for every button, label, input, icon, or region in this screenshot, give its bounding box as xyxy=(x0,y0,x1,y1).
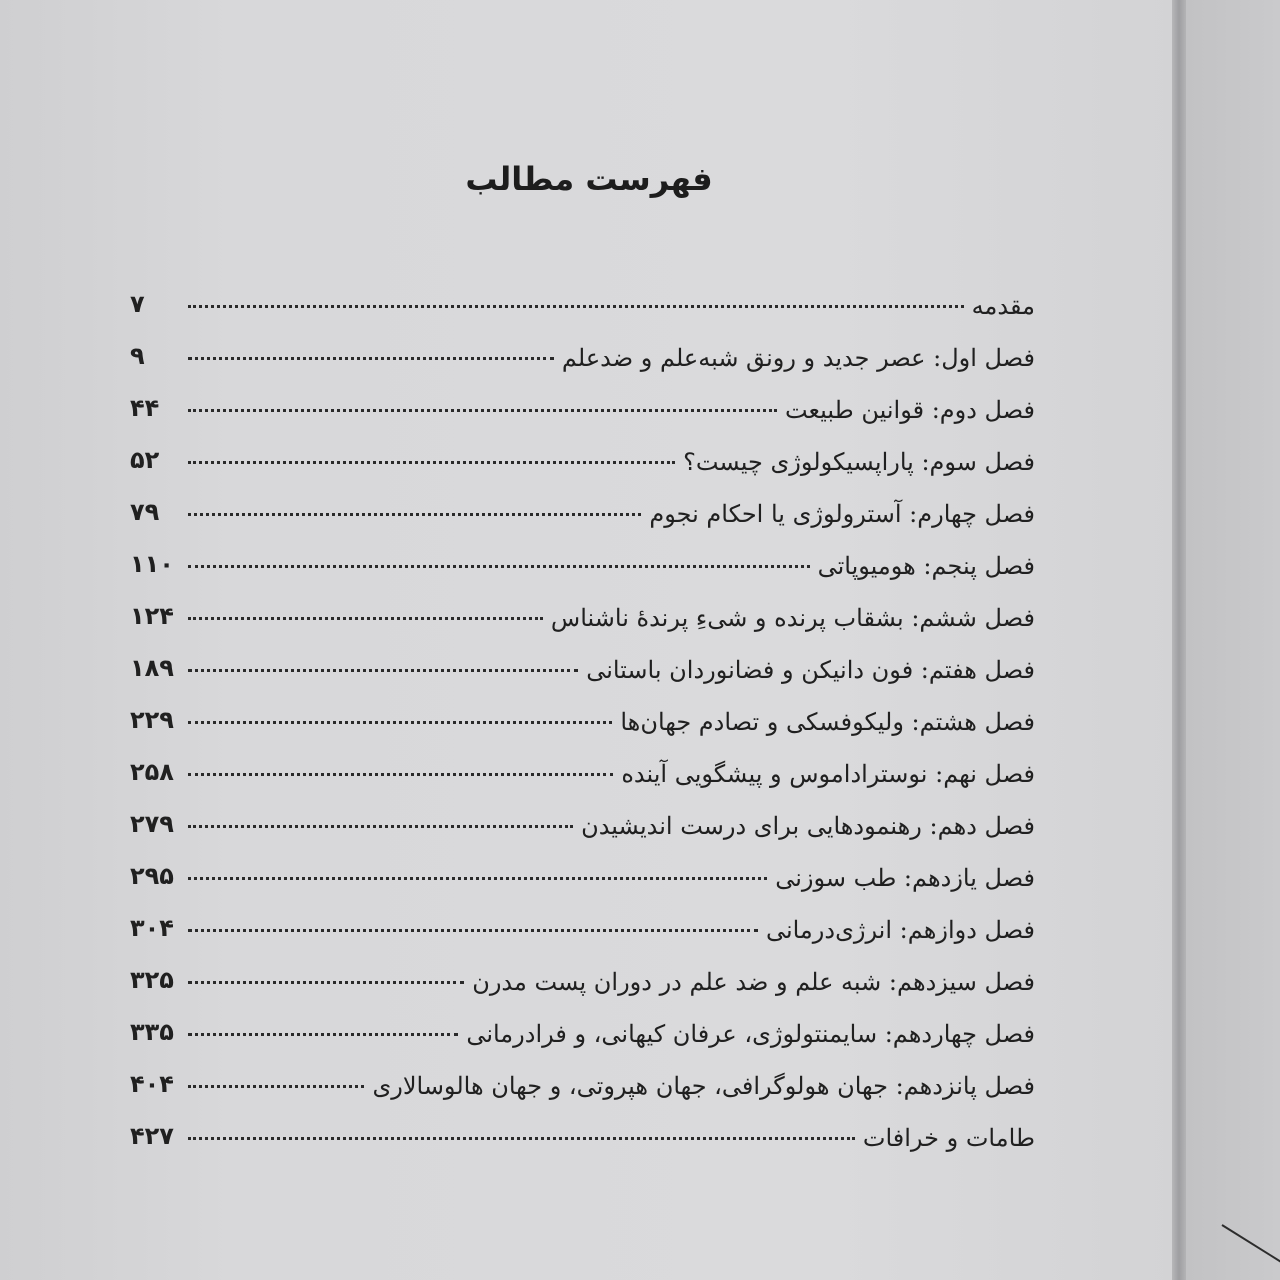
toc-page-number: ۲۷۹ xyxy=(130,810,174,838)
toc-label: فصل دوازهم: انرژی‌درمانی xyxy=(765,916,1035,944)
toc-label: فصل سیزدهم: شبه علم و ضد علم در دوران پست مدرن xyxy=(472,968,1035,996)
toc-label: فصل دهم: رهنمودهایی برای درست اندیشیدن xyxy=(581,812,1035,840)
toc-entry xyxy=(130,894,1035,946)
book-gutter xyxy=(1172,0,1186,1280)
dot-leader xyxy=(188,981,464,984)
toc-page-number: ۹ xyxy=(130,342,145,370)
toc-entry xyxy=(130,426,1035,478)
toc-label: فصل پانزدهم: جهان هولوگرافی، جهان هپروتی، و جهان هالوسالاری xyxy=(372,1072,1035,1100)
toc-page-number: ۴۰۴ xyxy=(130,1070,174,1098)
dot-leader xyxy=(188,357,554,360)
toc-page-number: ۴۲۷ xyxy=(130,1122,174,1150)
toc-page-number: ۲۵۸ xyxy=(130,758,174,786)
toc-entry xyxy=(130,946,1035,998)
dot-leader xyxy=(188,825,573,828)
toc-entry xyxy=(130,738,1035,790)
dot-leader xyxy=(188,409,777,412)
toc-page-number: ۴۴ xyxy=(130,394,160,422)
toc-entry xyxy=(130,1050,1035,1102)
toc-entry xyxy=(130,998,1035,1050)
toc-entry xyxy=(130,478,1035,530)
toc-label: فصل نهم: نوستراداموس و پیشگویی آینده xyxy=(621,760,1035,788)
dot-leader xyxy=(188,1137,855,1140)
dot-leader xyxy=(188,721,612,724)
dot-leader xyxy=(188,513,641,516)
toc-label: فصل دوم: قوانین طبیعت xyxy=(784,396,1035,424)
toc-entry xyxy=(130,842,1035,894)
dot-leader xyxy=(188,929,758,932)
toc-page-number: ۱۸۹ xyxy=(130,654,174,682)
toc-label: فصل یازدهم: طب سوزنی xyxy=(775,864,1035,892)
toc-label: فصل چهاردهم: سایمنتولوژی، عرفان کیهانی، و فرادرمانی xyxy=(466,1020,1035,1048)
toc-entry xyxy=(130,374,1035,426)
dot-leader xyxy=(188,565,810,568)
toc-page-number: ۱۱۰ xyxy=(130,550,174,578)
toc-label: طامات و خرافات xyxy=(862,1124,1035,1152)
dot-leader xyxy=(188,669,578,672)
dot-leader xyxy=(188,617,543,620)
toc-label: فصل ششم: بشقاب پرنده و شیءِ پرندهٔ ناشناس xyxy=(550,604,1035,632)
toc-entry xyxy=(130,790,1035,842)
toc-page-number: ۳۲۵ xyxy=(130,966,174,994)
toc-page-number: ۲۹۵ xyxy=(130,862,174,890)
dot-leader xyxy=(188,1085,364,1088)
toc-entry xyxy=(130,1102,1035,1154)
toc-entry xyxy=(130,270,1035,322)
toc-label: فصل هفتم: فون دانیکن و فضانوردان باستانی xyxy=(586,656,1035,684)
toc-page-number: ۱۲۴ xyxy=(130,602,174,630)
dot-leader xyxy=(188,877,767,880)
toc-entry xyxy=(130,634,1035,686)
page-title: فهرست مطالب xyxy=(465,160,713,198)
toc-entry xyxy=(130,322,1035,374)
toc-entry xyxy=(130,530,1035,582)
toc-page-number: ۲۲۹ xyxy=(130,706,174,734)
toc-page-number: ۳۰۴ xyxy=(130,914,174,942)
toc-label: فصل چهارم: آسترولوژی یا احکام نجوم xyxy=(649,500,1035,528)
dot-leader xyxy=(188,1033,458,1036)
toc-page-number: ۵۲ xyxy=(130,446,160,474)
dot-leader xyxy=(188,461,675,464)
dot-leader xyxy=(188,305,964,308)
dot-leader xyxy=(188,773,613,776)
toc-label: فصل اول: عصر جدید و رونق شبه‌علم و ضدعلم xyxy=(561,344,1035,372)
toc-page-number: ۷ xyxy=(130,290,145,318)
toc-entry xyxy=(130,582,1035,634)
toc-label: فصل سوم: پاراپسیکولوژی چیست؟ xyxy=(683,448,1035,476)
toc-page-number: ۳۳۵ xyxy=(130,1018,174,1046)
toc-label: فصل هشتم: ولیکوفسکی و تصادم جهان‌ها xyxy=(620,708,1035,736)
toc-label: مقدمه xyxy=(971,292,1035,320)
adjacent-page-edge xyxy=(1186,0,1280,1280)
toc-entry xyxy=(130,686,1035,738)
toc-page-number: ۷۹ xyxy=(130,498,160,526)
table-of-contents xyxy=(130,270,1035,1154)
toc-label: فصل پنجم: هومیوپاتی xyxy=(817,552,1035,580)
